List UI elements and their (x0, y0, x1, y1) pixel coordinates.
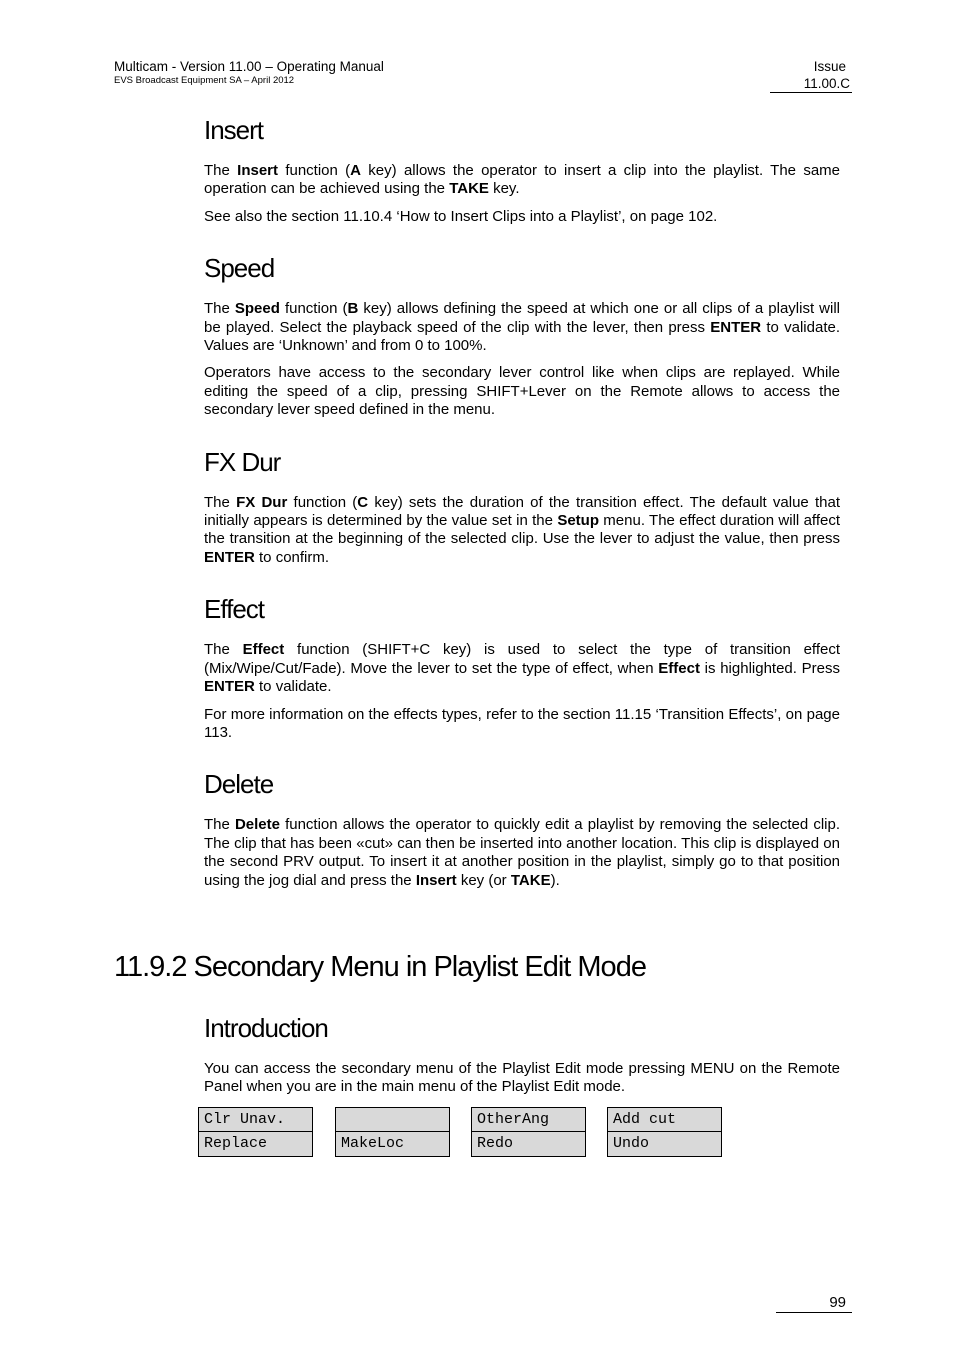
issue-value: 11.00.C (770, 75, 852, 93)
menu-box-3 (471, 1107, 586, 1157)
document-title: Multicam - Version 11.00 – Operating Manual (114, 59, 384, 74)
section-introduction (204, 1012, 840, 1106)
main-content (204, 114, 840, 899)
menu-cell: Undo (613, 1135, 650, 1152)
heading-delete: Delete (204, 769, 274, 800)
section-effect (204, 593, 840, 742)
section-delete (204, 768, 840, 890)
menu-cell: MakeLoc (341, 1135, 405, 1152)
introduction-paragraph: You can access the secondary menu of the Playlist Edit mode pressing MENU on the Remote Panel when you are in the main menu of the Playlist Edit mode. (204, 1060, 840, 1096)
major-heading: 11.9.2 Secondary Menu in Playlist Edit Mode (114, 951, 646, 983)
menu-box-2 (335, 1107, 450, 1157)
section-speed (204, 252, 840, 419)
heading-insert: Insert (204, 115, 264, 145)
section-fxdur (204, 446, 840, 568)
delete-paragraph-1: The Delete function allows the operator to quickly edit a playlist by removing the selected clip. The clip that has been «cut» can then be inserted into another location. This clip is displayed on the second PRV output. To insert it at another position in the playlist, simply go to that position using the jog dial and press the Insert key (or TAKE). (204, 816, 841, 889)
menu-cell: OtherAng (472, 1108, 585, 1132)
speed-paragraph-1: The Speed function (B key) allows defining the speed at which one or all clips of a playlist will be played. Select the playback speed of the clip with the lever, then press ENTER to validate. Values are ‘Unknown’ and from 0 to 100%. (204, 300, 841, 355)
heading-effect: Effect (204, 594, 265, 625)
page-number-text: 99 (829, 1294, 846, 1311)
effect-paragraph-1: The Effect function (SHIFT+C key) is used to select the type of transition effect (Mix/Wipe/Cut/Fade). Move the lever to set the type of effect, when Effect is highlighted. Press ENTER to validate. (204, 641, 840, 696)
page-number (776, 1294, 852, 1313)
menu-cell: Add cut (608, 1108, 721, 1132)
insert-paragraph-2: See also the section 11.10.4 ‘How to Insert Clips into a Playlist’, on page 102. (204, 207, 718, 225)
issue-label: Issue (813, 59, 846, 74)
effect-paragraph-2: For more information on the effects types, refer to the section 11.15 ‘Transition Effects’, on page 113. (204, 705, 840, 741)
fxdur-paragraph-1: The FX Dur function (C key) sets the duration of the transition effect. The default value that initially appears is determined by the value set in the Setup menu. The effect duration will affect the transition at the beginning of the selected clip. Use the lever to adjust the value, then press ENTER to confirm. (204, 493, 841, 566)
speed-paragraph-2: Operators have access to the secondary lever control like when clips are replayed. While editing the speed of a clip, pressing SHIFT+Lever on the Remote allows to access the secondary lever speed defined in the menu. (204, 364, 840, 419)
heading-introduction: Introduction (204, 1013, 328, 1043)
menu-cell: Clr Unav. (199, 1108, 312, 1132)
heading-speed: Speed (204, 253, 275, 284)
menu-box-4 (607, 1107, 722, 1157)
section-insert (204, 114, 840, 226)
menu-cell (336, 1108, 449, 1132)
menu-box-1 (198, 1107, 313, 1157)
menu-cell: Redo (477, 1135, 514, 1152)
insert-paragraph-1: The Insert function (A key) allows the operator to insert a clip into the playlist. The same operation can be achieved using the TAKE key. (204, 162, 840, 198)
menu-cell: Replace (204, 1135, 268, 1152)
page-header-right (770, 58, 852, 93)
heading-fxdur: FX Dur (204, 446, 281, 477)
page-header-left (114, 58, 384, 87)
document-subtitle: EVS Broadcast Equipment SA – April 2012 (114, 75, 295, 86)
